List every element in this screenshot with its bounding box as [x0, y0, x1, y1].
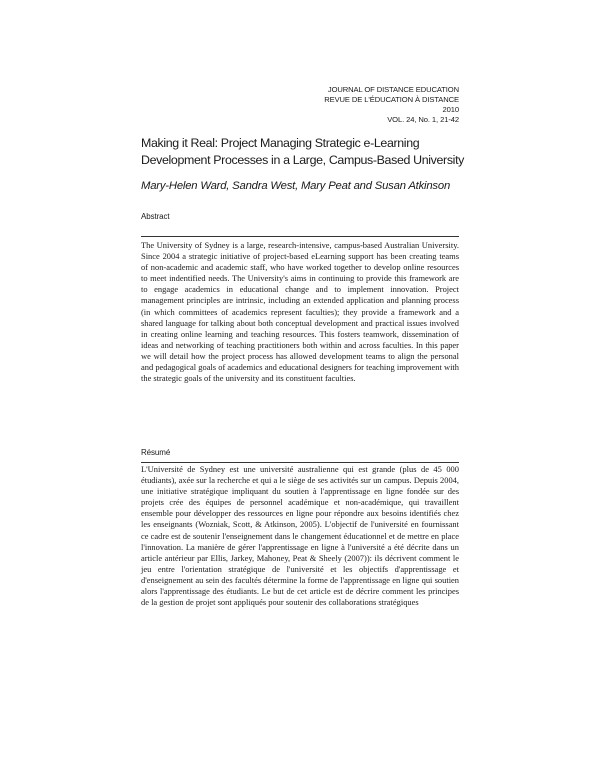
journal-name-en: JOURNAL OF DISTANCE EDUCATION — [327, 85, 459, 94]
abstract-heading: Abstract — [141, 212, 170, 221]
resume-top-rule — [141, 462, 459, 463]
journal-volume: VOL. 24, No. 1, 21-42 — [387, 115, 459, 124]
resume-heading: Résumé — [141, 448, 171, 457]
resume-text: L'Université de Sydney est une université australienne qui est grande (plus de 45 000 étudiants), axée sur la recherche et qui a le siège de ses activités sur un campus. Depuis 2004, une initiative stratégique impliquant du soutien à l'apprentissage en ligne fondée sur des projets crée des équipes de personnel académique et non-académique, qui travaillent ensemble pour développer des ressources en ligne pour répondre aux besoins identifiés chez les enseignants (Wozniak, Scott, & Atkinson, 2005). L'objectif de l'université en fournissant ce cadre est de soutenir l'enseignement dans le changement éducationnel et de mettre en place l'innovation. La manière de gérer l'apprentissage en ligne à l'université a été décrite dans un article antérieur par Ellis, Jarkey, Mahoney, Peat & Sheely (2007)): ils décrivent comment le jeu entre l'orientation stratégique de l'université et les objectifs d'apprentissage et d'enseignement au sein des facultés détermine la forme de l'apprentissage en ligne qui soutien alors l'apprentissage des étudiants. Le but de cet article est de décrire comment les principes de la gestion de projet sont appliqués pour soutenir des collaborations stratégiques — [141, 464, 459, 608]
journal-year: 2010 — [442, 105, 459, 114]
abstract-top-rule — [141, 236, 459, 237]
journal-header — [324, 85, 459, 125]
abstract-text: The University of Sydney is a large, research-intensive, campus-based Australian University. Since 2004 a strategic initiative of project-based eLearning support has been creating teams of non-academic and academic staff, who have worked together to develop online resources to meet indentified needs. The University's aims in continuing to provide this framework are to engage academics in educational change and to implement innovation. Project management principles are intrinsic, including an extended application and planning process (in which committees of academics represent faculties); they provide a framework and a shared language for talking about both conceptual development and practical issues involved in creating online learning and teaching resources. This fosters teamwork, dissemination of ideas and networking of teaching practitioners both within and across faculties. In this paper we will detail how the project process has allowed development teams to align the personal and pedagogical goals of academics and educational designers for teaching improvement with the strategic goals of the university and its constituent faculties. — [141, 240, 459, 384]
article-title: Making it Real: Project Managing Strategic e-Learning Development Processes in a Large, Campus-Based University — [141, 136, 465, 167]
article-authors: Mary-Helen Ward, Sandra West, Mary Peat and Susan Atkinson — [141, 180, 451, 192]
journal-name-fr: REVUE DE L'ÉDUCATION À DISTANCE — [324, 95, 459, 104]
